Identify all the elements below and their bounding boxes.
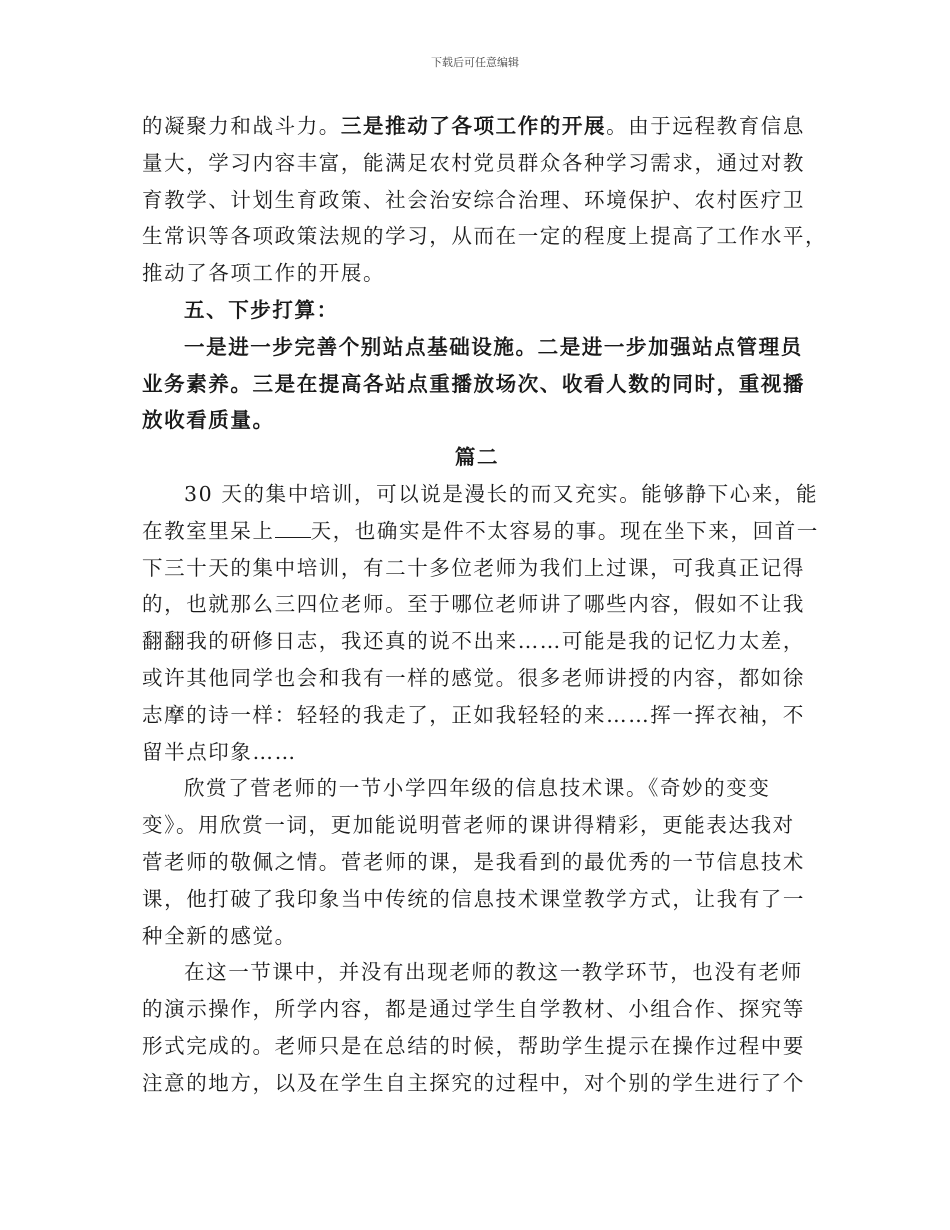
text-line: 放收看质量。 [142,408,275,433]
text-line: 生常识等各项政策法规的学习，从而在一定的程度上提高了工作水平， [142,224,828,249]
text-run: 在教室里呆上 [142,518,275,543]
document-body [142,108,828,1102]
paragraph [142,770,812,954]
bold-phrase: 三是推动了各项工作的开展 [340,114,607,138]
text-run: 。由于远程教育信息 [606,114,806,138]
text-line: 下三十天的集中培训，有二十多位老师为我们上过课，可我真正记得 [142,555,805,580]
text-line: 30 天的集中培训，可以说是漫长的而又充实。能够静下心来，能 [184,481,819,506]
text-run: 的凝聚力和战斗力。 [142,114,341,138]
paragraph [142,954,812,1101]
text-line: 志摩的诗一样：轻轻的我走了，正如我轻轻的来……挥一挥衣袖，不 [142,702,805,727]
text-line [142,108,812,145]
text-line: 推动了各项工作的开展。 [142,261,386,286]
text-line: 的，也就那么三四位老师。至于哪位老师讲了哪些内容，假如不让我 [142,592,805,617]
plan-paragraph [142,329,812,439]
section-heading: 五、下步打算： [184,297,339,322]
text-line: 业务素养。三是在提高各站点重播放场次、收看人数的同时，重视播 [142,371,805,396]
text-line: 课，他打破了我印象当中传统的信息技术课堂教学方式，让我有了一 [142,886,805,911]
text-line: 注意的地方，以及在学生自主探究的过程中，对个别的学生进行了个 [142,1070,805,1095]
page-header: 下载后可任意编辑 [431,56,519,69]
blank-underline [275,519,311,538]
text-line: 量大，学习内容丰富，能满足农村党员群众各种学习需求，通过对教 [142,150,805,175]
text-line: 翻翻我的研修日志，我还真的说不出来……可能是我的记忆力太差， [142,629,805,654]
text-line: 菅老师的敬佩之情。菅老师的课，是我看到的最优秀的一节信息技术 [142,849,805,874]
paragraph [142,108,828,292]
text-line: 留半点印象…… [142,739,297,764]
paragraph [142,476,819,770]
text-line: 或许其他同学也会和我有一样的感觉。很多老师讲授的内容，都如徐 [142,665,805,690]
text-line: 在这一节课中，并没有出现老师的教这一教学环节，也没有老师 [184,960,803,985]
text-line [142,513,819,550]
part-title: 篇二 [454,445,500,470]
text-line: 种全新的感觉。 [142,923,297,948]
text-line: 一是进一步完善个别站点基础设施。二是进一步加强站点管理员 [184,334,803,359]
text-line: 欣赏了菅老师的一节小学四年级的信息技术课。《奇妙的变变 [184,776,771,801]
text-line: 变》。用欣赏一词，更加能说明菅老师的课讲得精彩，更能表达我对 [142,813,795,838]
text-line: 形式完成的。老师只是在总结的时候，帮助学生提示在操作过程中要 [142,1033,805,1058]
text-line: 的演示操作，所学内容，都是通过学生自学教材、小组合作、探究等 [142,997,805,1022]
text-run: 天，也确实是件不太容易的事。现在坐下来，回首一 [310,518,819,543]
text-line: 育教学、计划生育政策、社会治安综合治理、环境保护、农村医疗卫 [142,187,805,212]
